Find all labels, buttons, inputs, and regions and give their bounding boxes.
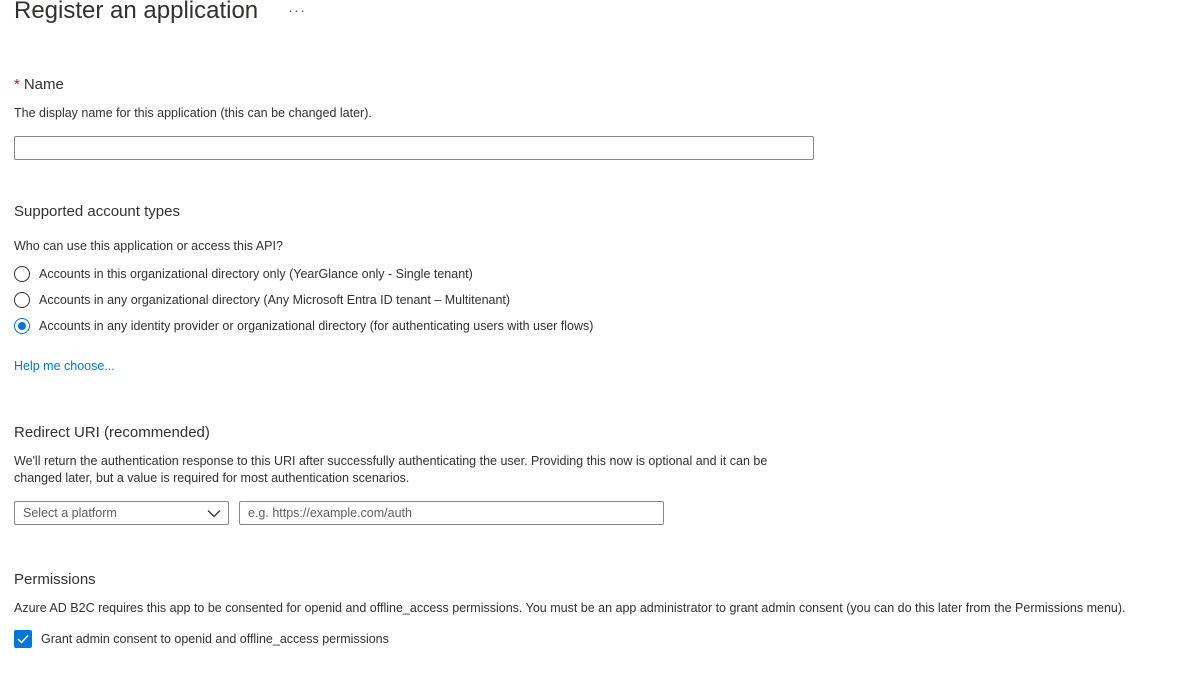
redirect-uri-title: Redirect URI (recommended) [14, 424, 210, 441]
radio-selected-dot [18, 322, 26, 330]
account-type-option-multitenant[interactable] [14, 290, 510, 310]
redirect-uri-description [14, 453, 767, 487]
account-type-option-user-flows[interactable] [14, 316, 593, 336]
account-types-question: Who can use this application or access this API? [14, 239, 283, 253]
grant-admin-consent-checkbox[interactable] [14, 630, 32, 648]
redirect-description-line-2: changed later, but a value is required for most authentication scenarios. [14, 471, 410, 485]
checkmark-icon [17, 634, 29, 644]
radio-label: Accounts in any identity provider or organizational directory (for authenticating users with user flows) [39, 319, 594, 333]
name-section-title [14, 76, 64, 93]
platform-select[interactable] [14, 501, 229, 525]
redirect-uri-input[interactable] [239, 501, 664, 525]
chevron-down-icon [207, 509, 221, 518]
help-me-choose-link[interactable]: Help me choose... [14, 359, 115, 373]
radio-button-selected[interactable] [14, 318, 30, 334]
account-type-option-single-tenant[interactable] [14, 264, 473, 284]
grant-admin-consent-label: Grant admin consent to openid and offline_access permissions [41, 632, 389, 646]
name-label: Name [23, 76, 64, 93]
page-title: Register an application [14, 0, 259, 24]
radio-button[interactable] [14, 266, 30, 282]
radio-label: Accounts in any organizational directory (Any Microsoft Entra ID tenant – Multitenant) [39, 293, 511, 307]
platform-select-placeholder: Select a platform [23, 506, 117, 520]
radio-label: Accounts in this organizational directory only (YearGlance only - Single tenant) [39, 267, 473, 281]
account-types-title: Supported account types [14, 203, 180, 220]
required-marker: * [14, 76, 20, 93]
permissions-description: Azure AD B2C requires this app to be consented for openid and offline_access permissions. You must be an app administrator to grant admin consent (you can do this later from the Permissions menu). [14, 601, 1126, 615]
redirect-description-line-1: We'll return the authentication response to this URI after successfully authenticating the user. Providing this now is optional and it can be [14, 454, 768, 468]
grant-admin-consent-option[interactable] [14, 630, 389, 648]
permissions-title: Permissions [14, 571, 96, 588]
name-description: The display name for this application (this can be changed later). [14, 106, 372, 120]
name-input[interactable] [14, 136, 814, 160]
radio-button[interactable] [14, 292, 30, 308]
more-options-button[interactable]: ··· [288, 2, 306, 19]
